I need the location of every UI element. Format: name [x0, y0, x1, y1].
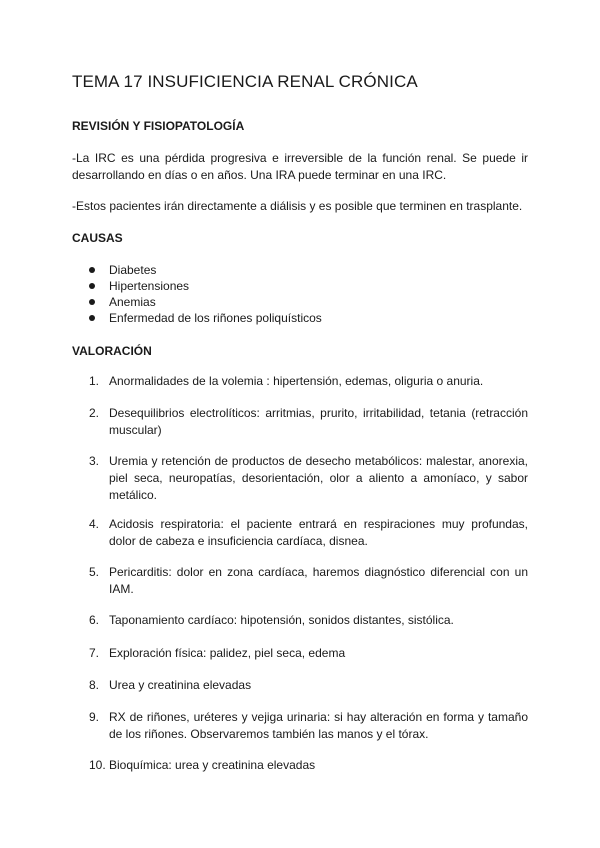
paragraph-definition: -La IRC es una pérdida progresiva e irreversible de la función renal. Se puede ir desarrollando en días o en años. Una IRA puede terminar en una IRC. [72, 151, 528, 182]
numbered-item: 9. RX de riñones, uréteres y vejiga urinaria: si hay alteración en forma y tamaño de los riñones. Observaremos también las manos y el tórax. [89, 710, 528, 741]
bullet-icon [89, 299, 95, 305]
page-title: TEMA 17 INSUFICIENCIA RENAL CRÓNICA [72, 72, 418, 91]
paragraph-dialysis: -Estos pacientes irán directamente a diálisis y es posible que terminen en trasplante. [72, 199, 523, 213]
section-heading-revision: REVISIÓN Y FISIOPATOLOGÍA [72, 119, 245, 133]
bullet-icon [89, 283, 95, 289]
numbered-item: 7. Exploración física: palidez, piel seca, edema [89, 646, 346, 660]
numbered-item: 3. Uremia y retención de productos de desecho metabólicos: malestar, anorexia, piel seca, neuropatías, desorientación, olor a aliento a amoníaco, y sabor metálico. [89, 454, 528, 502]
numbered-item: 5. Pericarditis: dolor en zona cardíaca, haremos diagnóstico diferencial con un IAM. [89, 565, 528, 596]
section-heading-valoracion: VALORACIÓN [72, 344, 152, 358]
list-item: Enfermedad de los riñones poliquísticos [72, 310, 322, 326]
numbered-item: 1. Anormalidades de la volemia : hipertensión, edemas, oliguria o anuria. [89, 374, 484, 388]
list-item: Anemias [72, 294, 322, 310]
bullet-icon [89, 267, 95, 273]
list-item: Diabetes [72, 262, 322, 278]
numbered-item: 10. Bioquímica: urea y creatinina elevadas [89, 758, 316, 772]
causas-list [72, 262, 322, 326]
numbered-item: 6. Taponamiento cardíaco: hipotensión, sonidos distantes, sistólica. [89, 613, 454, 627]
numbered-item: 2. Desequilibrios electrolíticos: arritmias, prurito, irritabilidad, tetania (retracción muscular) [89, 406, 528, 437]
numbered-item: 4. Acidosis respiratoria: el paciente entrará en respiraciones muy profundas, dolor de cabeza e insuficiencia cardíaca, disnea. [89, 517, 528, 548]
list-item: Hipertensiones [72, 278, 322, 294]
section-heading-causas: CAUSAS [72, 231, 123, 245]
bullet-icon [89, 315, 95, 321]
numbered-item: 8. Urea y creatinina elevadas [89, 678, 252, 692]
